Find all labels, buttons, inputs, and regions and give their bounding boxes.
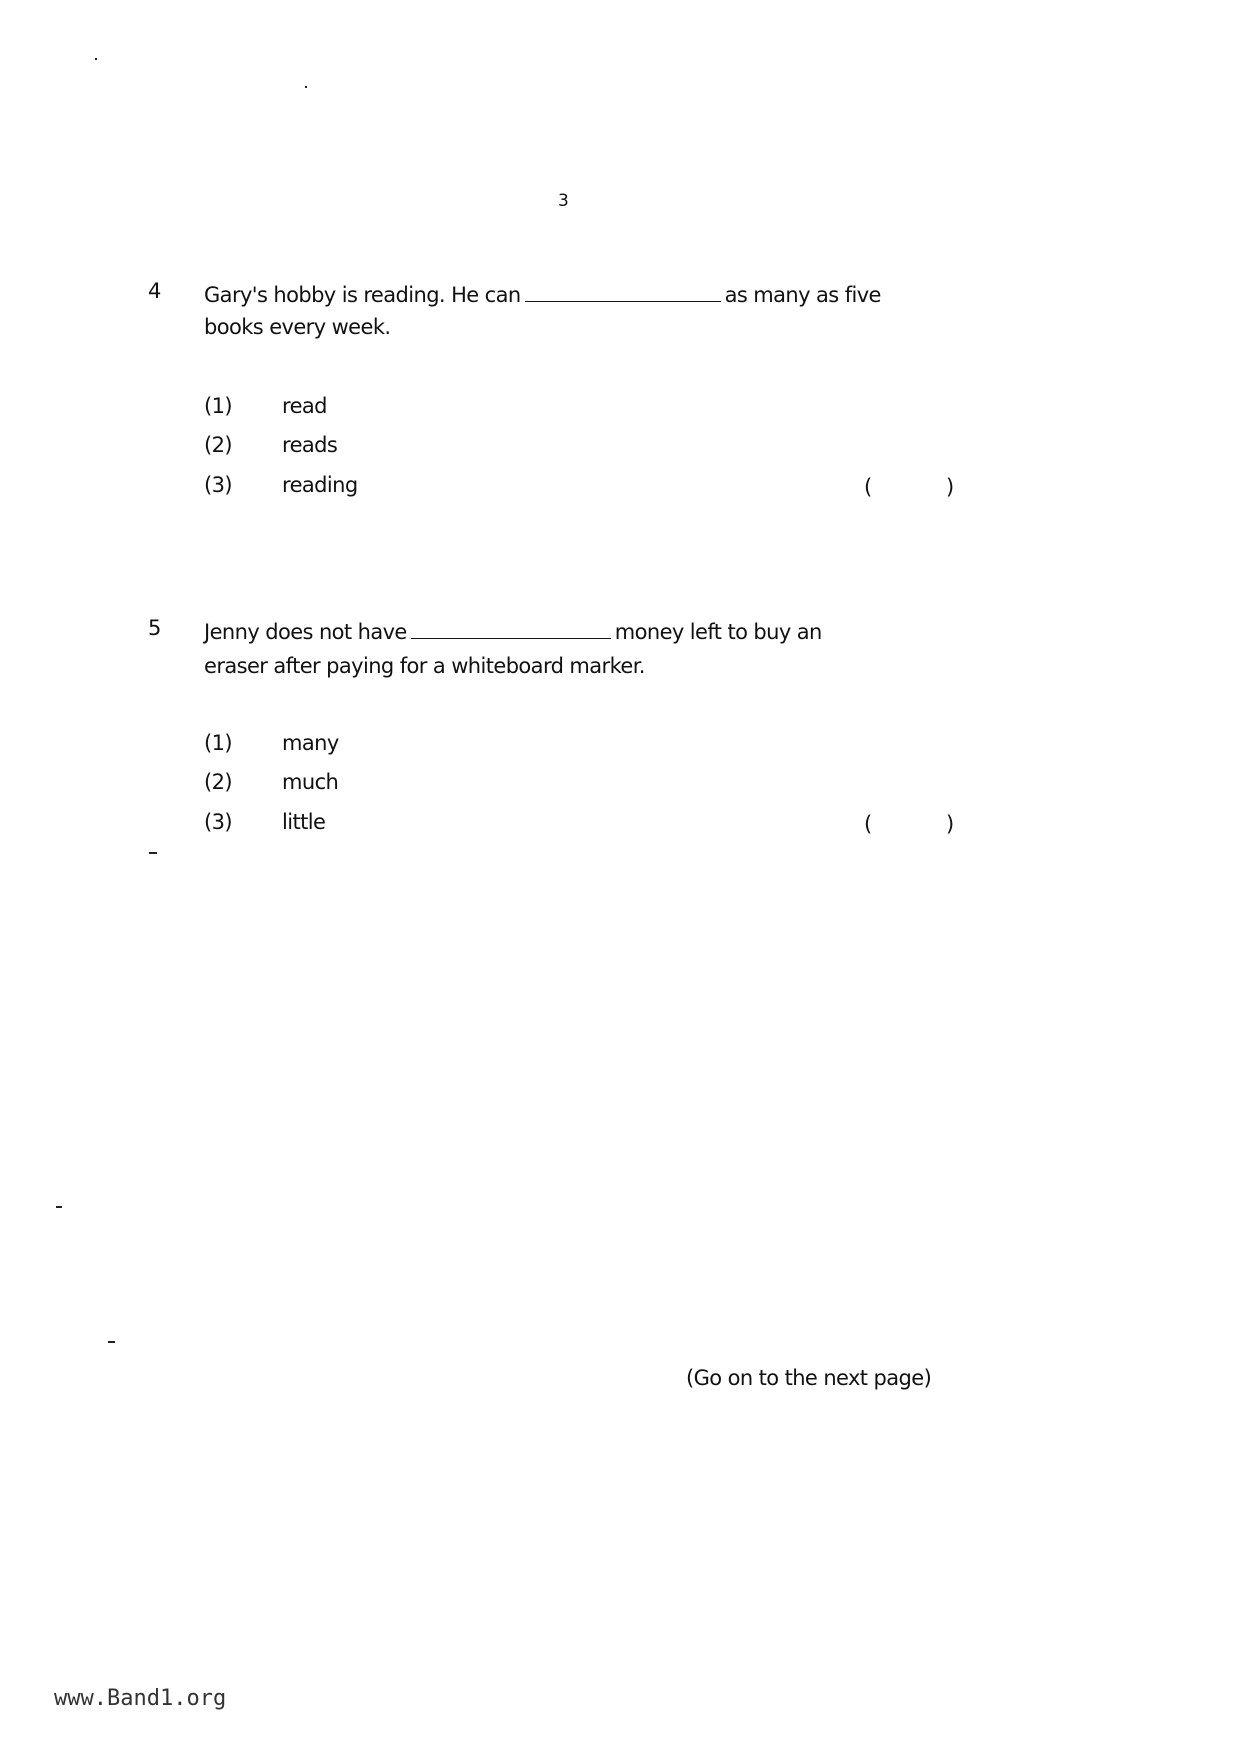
option-text: read xyxy=(282,394,327,418)
answer-blank[interactable] xyxy=(411,620,611,639)
option-label: (3) xyxy=(204,473,232,497)
question-text-line1: Gary's hobby is reading. He can as many as five xyxy=(204,283,881,307)
option-text: reading xyxy=(282,473,358,497)
option-label: (1) xyxy=(204,731,232,755)
option-label: (2) xyxy=(204,770,232,794)
option-text: little xyxy=(282,810,326,834)
scan-speck xyxy=(56,1206,62,1208)
option-label: (2) xyxy=(204,433,232,457)
question-text-line2: books every week. xyxy=(204,315,391,339)
page-number: 3 xyxy=(558,191,569,211)
option-text: reads xyxy=(282,433,338,457)
scan-speck xyxy=(149,852,157,854)
scan-speck xyxy=(305,86,307,88)
answer-blank[interactable] xyxy=(525,283,721,302)
question-number: 4 xyxy=(148,279,161,303)
question-text-line1: Jenny does not have money left to buy an xyxy=(204,620,822,644)
scan-speck xyxy=(108,1341,115,1343)
option-label: (1) xyxy=(204,394,232,418)
option-text: much xyxy=(282,770,339,794)
watermark: www.Band1.org xyxy=(54,1686,227,1711)
scan-speck xyxy=(95,58,97,60)
question-number: 5 xyxy=(148,616,161,640)
go-on-note: (Go on to the next page) xyxy=(686,1366,932,1390)
question-text-line2: eraser after paying for a whiteboard marker. xyxy=(204,654,645,678)
option-text: many xyxy=(282,731,339,755)
option-label: (3) xyxy=(204,810,232,834)
